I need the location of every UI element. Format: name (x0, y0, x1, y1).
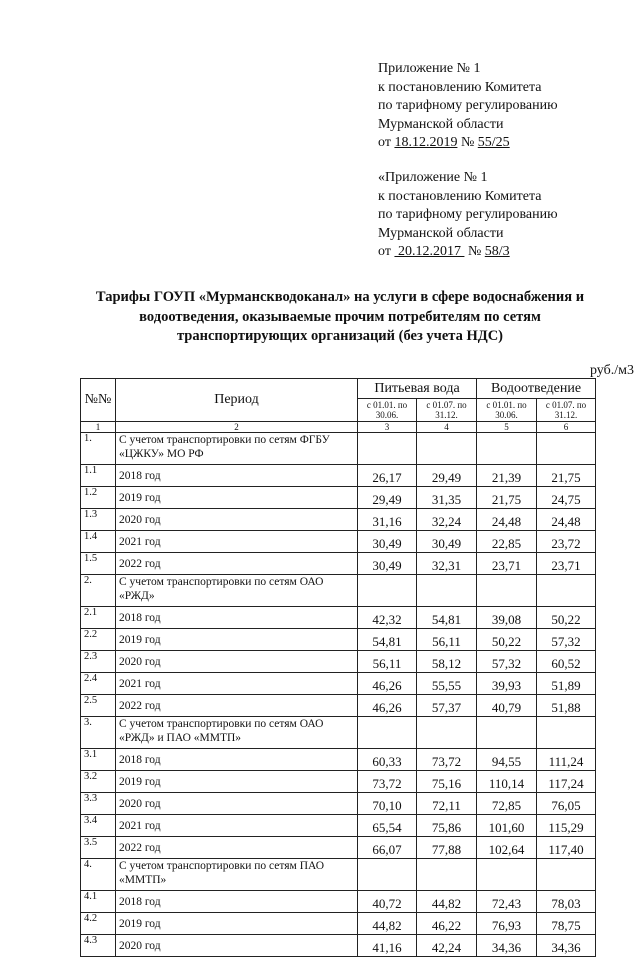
title-line: водоотведения, оказываемые прочим потребителям по сетям (139, 308, 541, 325)
col-header-number: №№ (81, 379, 116, 422)
appendix-line: к постановлению Комитета (378, 79, 542, 95)
resolution-number: 55/25 (477, 135, 510, 150)
row-number: 2.3 (81, 651, 116, 673)
value-cell: 23,72 (537, 531, 596, 553)
value-cell: 73,72 (417, 749, 477, 771)
row-number: 3.4 (81, 815, 116, 837)
column-index: 2 (116, 422, 358, 433)
value-cell: 30,49 (358, 531, 417, 553)
appendix-line: Мурманской области (378, 225, 504, 241)
row-period: 2020 год (116, 935, 358, 957)
value-cell: 24,48 (477, 509, 537, 531)
value-cell: 34,36 (537, 935, 596, 957)
subheader-water-h2: с 01.07. по 31.12. (417, 399, 477, 422)
from-label: от (378, 135, 391, 150)
row-number: 1.1 (81, 465, 116, 487)
value-cell: 73,72 (358, 771, 417, 793)
value-cell: 94,55 (477, 749, 537, 771)
group-row (81, 717, 596, 749)
value-cell: 51,89 (537, 673, 596, 695)
column-index: 5 (477, 422, 537, 433)
table-row (81, 793, 596, 815)
value-cell: 54,81 (417, 607, 477, 629)
value-cell: 78,75 (537, 913, 596, 935)
number-sign: № (467, 244, 482, 259)
col-header-sewer: Водоотведение (477, 379, 596, 399)
value-cell: 66,07 (358, 837, 417, 859)
group-number: 1. (81, 433, 116, 465)
value-cell: 24,48 (537, 509, 596, 531)
value-cell: 41,16 (358, 935, 417, 957)
appendix-date-line (378, 134, 558, 153)
value-cell: 110,14 (477, 771, 537, 793)
value-cell: 76,05 (537, 793, 596, 815)
row-number: 3.3 (81, 793, 116, 815)
value-cell: 77,88 (417, 837, 477, 859)
value-cell: 75,86 (417, 815, 477, 837)
value-cell: 23,71 (537, 553, 596, 575)
document-title (40, 288, 640, 347)
value-cell: 117,24 (537, 771, 596, 793)
col-header-water: Питьевая вода (358, 379, 477, 399)
table-row (81, 935, 596, 957)
row-number: 2.4 (81, 673, 116, 695)
value-cell: 72,11 (417, 793, 477, 815)
appendix-line: Мурманской области (378, 116, 504, 132)
value-cell: 31,16 (358, 509, 417, 531)
value-cell: 65,54 (358, 815, 417, 837)
row-period: 2021 год (116, 531, 358, 553)
appendix-line: по тарифному регулированию (378, 98, 558, 113)
column-index: 1 (81, 422, 116, 433)
resolution-number: 58/3 (484, 244, 510, 259)
row-number: 1.3 (81, 509, 116, 531)
value-cell: 78,03 (537, 891, 596, 913)
value-cell: 44,82 (358, 913, 417, 935)
value-cell: 50,22 (477, 629, 537, 651)
value-cell: 60,52 (537, 651, 596, 673)
appendix-line: к постановлению Комитета (378, 188, 542, 204)
table-row (81, 553, 596, 575)
row-period: 2019 год (116, 771, 358, 793)
column-index: 6 (537, 422, 596, 433)
col-header-period: Период (116, 379, 358, 422)
group-row (81, 433, 596, 465)
value-cell: 34,36 (477, 935, 537, 957)
row-period: 2020 год (116, 509, 358, 531)
table-row (81, 749, 596, 771)
group-label: С учетом транспортировки по сетям ФГБУ «ЦЖКУ» МО РФ (116, 433, 358, 465)
appendix-line: «Приложение № 1 (378, 170, 488, 185)
group-number: 4. (81, 859, 116, 891)
value-cell: 75,16 (417, 771, 477, 793)
subheader-sewer-h1: с 01.01. по 30.06. (477, 399, 537, 422)
table-row (81, 465, 596, 487)
table-row (81, 487, 596, 509)
value-cell: 101,60 (477, 815, 537, 837)
value-cell: 39,93 (477, 673, 537, 695)
value-cell: 50,22 (537, 607, 596, 629)
value-cell: 51,88 (537, 695, 596, 717)
group-number: 3. (81, 717, 116, 749)
value-cell: 57,32 (477, 651, 537, 673)
row-number: 2.2 (81, 629, 116, 651)
value-cell: 56,11 (417, 629, 477, 651)
appendix-current (378, 60, 558, 153)
subheader-sewer-h2: с 01.07. по 31.12. (537, 399, 596, 422)
row-period: 2022 год (116, 695, 358, 717)
value-cell: 57,37 (417, 695, 477, 717)
table-row (81, 531, 596, 553)
table-row (81, 815, 596, 837)
table-row (81, 509, 596, 531)
value-cell: 32,31 (417, 553, 477, 575)
value-cell: 42,24 (417, 935, 477, 957)
value-cell: 32,24 (417, 509, 477, 531)
value-cell: 72,43 (477, 891, 537, 913)
value-cell: 40,79 (477, 695, 537, 717)
subheader-water-h1: с 01.01. по 30.06. (358, 399, 417, 422)
row-number: 4.2 (81, 913, 116, 935)
table-row (81, 891, 596, 913)
value-cell: 29,49 (358, 487, 417, 509)
value-cell: 115,29 (537, 815, 596, 837)
group-label: С учетом транспортировки по сетям ОАО «РЖД» и ПАО «ММТП» (116, 717, 358, 749)
value-cell: 102,64 (477, 837, 537, 859)
group-row (81, 575, 596, 607)
value-cell: 58,12 (417, 651, 477, 673)
row-period: 2019 год (116, 487, 358, 509)
table-row (81, 771, 596, 793)
value-cell: 72,85 (477, 793, 537, 815)
resolution-date: 18.12.2019 (394, 135, 458, 150)
value-cell: 21,75 (477, 487, 537, 509)
appendix-line: по тарифному регулированию (378, 207, 558, 222)
row-number: 2.1 (81, 607, 116, 629)
table-row (81, 607, 596, 629)
table-row (81, 913, 596, 935)
value-cell: 54,81 (358, 629, 417, 651)
row-number: 4.1 (81, 891, 116, 913)
value-cell: 23,71 (477, 553, 537, 575)
group-row (81, 859, 596, 891)
row-number: 4.3 (81, 935, 116, 957)
value-cell: 39,08 (477, 607, 537, 629)
group-label: С учетом транспортировки по сетям ПАО «ММТП» (116, 859, 358, 891)
table-row (81, 651, 596, 673)
row-number: 1.2 (81, 487, 116, 509)
row-period: 2020 год (116, 651, 358, 673)
row-period: 2018 год (116, 465, 358, 487)
value-cell: 21,75 (537, 465, 596, 487)
value-cell: 46,26 (358, 673, 417, 695)
row-period: 2018 год (116, 607, 358, 629)
row-period: 2018 год (116, 749, 358, 771)
title-line: транспортирующих организаций (без учета НДС) (176, 328, 504, 344)
from-label: от (378, 244, 391, 259)
value-cell: 70,10 (358, 793, 417, 815)
value-cell: 46,22 (417, 913, 477, 935)
value-cell: 111,24 (537, 749, 596, 771)
table-row (81, 695, 596, 717)
value-cell: 44,82 (417, 891, 477, 913)
row-number: 2.5 (81, 695, 116, 717)
appendix-date-line (378, 243, 558, 262)
appendix-line: Приложение № 1 (378, 61, 481, 76)
value-cell: 55,55 (417, 673, 477, 695)
tariff-table (80, 378, 596, 957)
row-period: 2019 год (116, 913, 358, 935)
row-number: 1.5 (81, 553, 116, 575)
resolution-date: 20.12.2017 (394, 244, 465, 259)
value-cell: 29,49 (417, 465, 477, 487)
value-cell: 46,26 (358, 695, 417, 717)
title-line: Тарифы ГОУП «Мурманскводоканал» на услуги в сфере водоснабжения и (95, 289, 585, 305)
table-row (81, 673, 596, 695)
group-number: 2. (81, 575, 116, 607)
group-label: С учетом транспортировки по сетям ОАО «РЖД» (116, 575, 358, 607)
value-cell: 30,49 (358, 553, 417, 575)
row-period: 2021 год (116, 673, 358, 695)
table-row (81, 837, 596, 859)
value-cell: 60,33 (358, 749, 417, 771)
row-number: 3.1 (81, 749, 116, 771)
value-cell: 30,49 (417, 531, 477, 553)
row-number: 1.4 (81, 531, 116, 553)
value-cell: 22,85 (477, 531, 537, 553)
table-row (81, 629, 596, 651)
row-period: 2021 год (116, 815, 358, 837)
value-cell: 76,93 (477, 913, 537, 935)
row-period: 2020 год (116, 793, 358, 815)
column-index: 3 (358, 422, 417, 433)
appendix-previous (378, 169, 558, 262)
value-cell: 56,11 (358, 651, 417, 673)
value-cell: 24,75 (537, 487, 596, 509)
unit-label: руб./м3 (589, 363, 634, 378)
row-number: 3.5 (81, 837, 116, 859)
value-cell: 117,40 (537, 837, 596, 859)
column-index: 4 (417, 422, 477, 433)
row-period: 2018 год (116, 891, 358, 913)
value-cell: 42,32 (358, 607, 417, 629)
row-period: 2019 год (116, 629, 358, 651)
number-sign: № (460, 135, 475, 150)
value-cell: 26,17 (358, 465, 417, 487)
value-cell: 57,32 (537, 629, 596, 651)
row-number: 3.2 (81, 771, 116, 793)
row-period: 2022 год (116, 837, 358, 859)
value-cell: 31,35 (417, 487, 477, 509)
value-cell: 21,39 (477, 465, 537, 487)
value-cell: 40,72 (358, 891, 417, 913)
row-period: 2022 год (116, 553, 358, 575)
